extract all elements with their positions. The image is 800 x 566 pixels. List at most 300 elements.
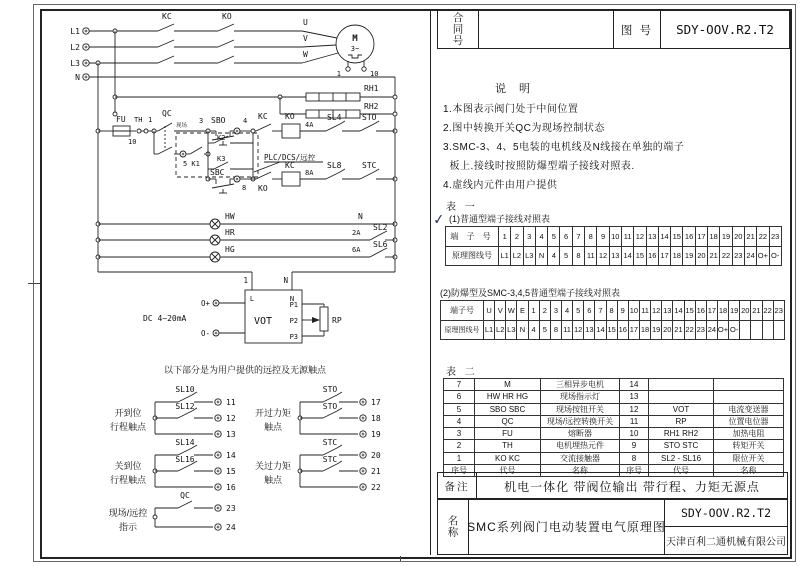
table-cell: 位置电位器 [713,416,783,427]
k2-contact-label: K2 [217,134,226,142]
note-item: 2.图中转换开关QC为现场控制状态 [443,123,605,134]
schematic [40,9,430,556]
terminal-cell: 6 [559,227,571,246]
terminal-cell: 18 [707,227,719,246]
wire-number-row [441,320,784,340]
terminal-cell: 8 [572,247,584,266]
terminal-cell: 18 [639,321,650,340]
hr-lamp-label: HR [225,228,235,237]
terminal-number: 24 [226,523,236,532]
table-cell: 3 [456,429,462,439]
sl8-contact-label: SL8 [327,161,342,170]
table-cell: 7 [456,380,462,389]
terminal-cell: 15 [633,247,645,266]
group-label: 触点 [263,422,283,432]
terminal-numbers [484,301,784,320]
rp-label: RP [332,316,342,325]
terminal-cell: 4 [535,227,547,246]
terminal-cell [739,321,750,340]
vot-l-terminal: L [249,295,255,303]
table-row [444,427,783,439]
terminal-cell: 5 [572,301,583,320]
table-cell: 熔断器 [540,428,619,439]
table-cell: 13 [619,391,648,402]
switch-label: SL12 [175,402,195,411]
terminal-cell: 1 [528,301,539,320]
terminal-cell: 18 [670,247,682,266]
terminal-cell: L3 [523,247,535,266]
wire-numbers [484,321,784,340]
table2-label: 表 二 [446,367,478,378]
drawing-no-value: SDY-OOV.R2.T2 [660,11,789,48]
terminal-cell: 6 [583,301,594,320]
terminal-cell: 14 [621,247,633,266]
row-label: 原理图线号 [446,247,499,266]
terminal-number: 11 [226,398,236,407]
motor-symbol [336,25,374,63]
table-cell: 现场/远控转换开关 [540,416,619,427]
contact-group-open-torque [255,385,381,439]
terminal-cell: 20 [695,247,707,266]
vot-p3-terminal: P3 [289,333,298,341]
wire6a-label: 6A [352,246,361,254]
table-cell: RP [648,416,713,427]
terminal-cell: O+ [756,247,768,266]
rh2-label: RH2 [364,102,379,111]
vot-p2-terminal: P2 [289,317,298,325]
table-cell: STO STC [648,440,713,451]
motor-terminal10-label: 10 [370,70,379,78]
wire1-label: 1 [148,116,153,124]
terminal-cell: 23 [695,321,706,340]
terminal-cell: E [516,301,527,320]
terminal-cell: W [505,301,516,320]
phase-v-label: V [303,34,308,43]
terminal-number: 16 [226,483,236,492]
dc-range-label: DC 4~20mA [143,314,187,323]
drawing-title: SMC系列阀门电动装置电气原理图 [469,499,665,554]
table-cell: 电流变送器 [713,404,783,415]
sl6-contact-label: SL6 [373,240,388,249]
wire4a-label: 4A [305,121,314,129]
table-cell: 5 [456,404,462,414]
terminal-cell: 4 [528,321,539,340]
terminal-cell: U [486,305,492,315]
terminal-number: 21 [371,467,381,476]
terminal-cell: 7 [594,301,605,320]
drawing-no-label: 图 号 [613,11,660,48]
vot-n-terminal: N [289,295,295,303]
vot-p1-terminal: P1 [289,301,298,309]
table-cell: 交流接触器 [540,453,619,464]
terminal-cell: L2 [510,247,522,266]
table-cell: 现场指示灯 [540,391,619,402]
terminal-cell: 8 [550,321,561,340]
ko-contact-label: KO [222,12,232,21]
table-row [444,379,783,390]
terminal-cell: L2 [494,321,505,340]
terminal-cell: N [516,321,527,340]
table-cell: RH1 RH2 [648,428,713,439]
terminal-cell: 5 [547,227,559,246]
wiren-vot-label: N [283,276,288,285]
table-row [444,439,783,451]
terminal-number: 15 [226,467,236,476]
table-cell: 9 [619,440,648,451]
wire-numbers [499,247,781,266]
group-label: 触点 [263,475,283,485]
edge-tick-bottom [400,556,401,561]
output-plus-label: O+ [200,299,210,308]
kc-contact-label: KC [162,12,172,21]
table-row [444,452,783,464]
terminal-numbers [499,227,781,246]
terminal-cell: 19 [650,321,661,340]
sl2-contact-label: SL2 [373,223,388,232]
table-cell: 4 [456,416,462,426]
contact-group-close-travel [110,438,236,492]
table1a-caption: (1)普通型端子接线对照表 [449,214,551,224]
power-section [70,12,395,82]
terminal-cell: L1 [500,251,509,261]
table-cell [713,379,783,390]
switch-label: SL14 [175,438,195,447]
kc-aux-label: KC [258,112,268,121]
terminal-cell: 20 [661,321,672,340]
switch-label: STO [322,402,338,411]
terminal-cell [762,321,773,340]
motor-phase-label: 3~ [350,45,360,53]
terminal-cell: 2 [510,227,522,246]
terminal-number-row [446,227,781,246]
table-cell: TH [474,440,540,451]
group-label: 指示 [118,522,138,532]
terminal-cell: 15 [684,301,695,320]
switch-label: QC [180,491,190,500]
group-label: 现场/远控 [108,508,148,518]
terminal-cell: V [494,301,505,320]
table-cell: HW HR HG [474,391,540,402]
terminal-number: 12 [226,414,236,423]
terminal-cell: 12 [633,227,645,246]
note-item: 3.SMC-3、4、5电装的电机线及N线接在单独的端子 [443,142,685,153]
table-cell: 2 [456,441,462,451]
edge-tick-left [28,283,40,284]
table-cell: 1 [456,453,462,463]
table-cell: 14 [619,379,648,390]
hg-lamp-label: HG [225,245,235,254]
neutral-label: N [75,73,80,82]
table-cell: 序号 [451,466,467,476]
row-label: 原理图线号 [441,321,484,340]
row-label: 端子号 [441,301,484,320]
terminal-cell: 22 [756,227,768,246]
terminal-cell: 4 [547,247,559,266]
terminal-cell: O- [769,247,781,266]
terminal-cell: 11 [561,321,572,340]
name-label: 名称 [438,499,469,554]
terminal-table-normal [445,226,782,266]
table1-label: 表 一 [446,202,478,213]
phase-l2-label: L2 [70,43,80,52]
kc-coil-label: KC [285,161,295,170]
terminal-cell: 16 [695,301,706,320]
wire10-label: 10 [128,138,137,146]
terminal-cell: L3 [505,321,516,340]
terminal-cell [773,321,784,340]
terminal-cell: 23 [732,247,744,266]
terminal-cell: 11 [621,227,633,246]
table-cell [648,379,713,390]
phase-u-label: U [303,18,308,27]
table-cell: SL2 - SL16 [648,453,713,464]
table-cell: 名称 [713,465,783,476]
terminal-cell: 21 [744,227,756,246]
terminal-cell: 12 [572,321,583,340]
table-cell: 12 [619,404,648,415]
table-cell: M [474,379,540,390]
table-cell: 现场按钮开关 [540,404,619,415]
terminal-cell: 21 [672,321,683,340]
table-cell: 电机埋热元件 [540,440,619,451]
table-cell: VOT [648,404,713,415]
terminal-number: 22 [371,483,381,492]
switch-label: STO [322,385,338,394]
terminal-cell: 21 [707,247,719,266]
terminal-cell: 8 [584,227,596,246]
terminal-cell: 13 [609,247,621,266]
terminal-cell: 14 [594,321,605,340]
group-label: 开到位 [114,408,142,418]
rh1-label: RH1 [364,84,379,93]
table-cell: 加热电阻 [713,428,783,439]
terminal-cell: O- [728,321,739,340]
output-minus-label: O- [200,329,210,338]
lamp-section [98,212,395,262]
terminal-cell: 19 [682,247,694,266]
contract-no-value [478,11,613,48]
terminal-number: 17 [371,398,381,407]
terminal-cell: 7 [572,227,584,246]
terminal-cell: 10 [609,227,621,246]
table-row [444,390,783,402]
rp-potentiometer [320,307,328,331]
table-cell: SBO SBC [474,404,540,415]
terminal-cell: 24 [706,321,717,340]
company-name: 天津百利二通机械有限公司 [666,537,786,548]
component-table [443,378,784,477]
contact-group-close-torque [255,438,381,492]
table-cell: QC [474,416,540,427]
panel-divider [430,9,431,555]
table-cell: FU [474,428,540,439]
terminal-cell: 19 [719,227,731,246]
stc-contact-label: STC [362,161,377,170]
vot-label: VOT [253,316,273,327]
terminal-number: 19 [371,430,381,439]
note-item: 4.虚线内元件由用户提供 [443,180,558,191]
terminal-cell: 19 [728,301,739,320]
terminal-cell: 5 [559,247,571,266]
phase-l3-label: L3 [70,59,80,68]
wire1-vot-label: 1 [243,276,248,285]
table-row [444,415,783,427]
terminal-cell: 21 [750,301,761,320]
wire3-label: 3 [199,117,204,125]
qc-switch-label: QC [162,109,172,118]
terminal-cell: 24 [744,247,756,266]
name-box [437,498,788,555]
group-label: 行程触点 [109,422,147,432]
remark-label: 备注 [438,473,477,499]
terminal-cell: 9 [596,227,608,246]
terminal-cell: 17 [628,321,639,340]
terminal-cell: 8 [606,301,617,320]
terminal-cell: 15 [670,227,682,246]
terminal-cell: 22 [762,301,773,320]
table-cell: 11 [619,416,648,427]
row-label: 端 子 号 [446,227,499,246]
terminal-cell: N [535,247,547,266]
terminal-cell: 18 [717,301,728,320]
fuse-label: FU [116,115,126,124]
switch-label: STC [322,455,338,464]
terminal-cell: 5 [539,321,550,340]
wire-number-row [446,246,781,266]
sbc-button-label: SBC [210,168,225,177]
terminal-cell: 17 [658,247,670,266]
sl4-contact-label: SL4 [327,113,342,122]
contact-group-open-travel [110,385,236,439]
terminal-cell: 13 [583,321,594,340]
terminal-cell: 22 [719,247,731,266]
terminal-cell: 4 [561,301,572,320]
terminal-cell: 9 [617,301,628,320]
terminal-number: 18 [371,414,381,423]
terminal-number: 23 [226,504,236,513]
terminal-cell: 2 [539,301,550,320]
terminal-cell: 12 [596,247,608,266]
group-label: 开过力矩 [254,408,292,418]
terminal-cell: 10 [628,301,639,320]
table-row [444,403,783,415]
terminal-cell: 16 [646,247,658,266]
terminal-number: 14 [226,451,236,460]
wire8-label: 8 [242,184,247,192]
terminal-cell: 11 [584,247,596,266]
terminal-cell [750,321,761,340]
terminal-cell: 3 [550,301,561,320]
contact-group-local-remote [109,491,236,532]
terminal-cell: 1 [502,231,507,241]
note-item: 1.本图表示阀门处于中间位置 [443,104,579,115]
title-strip [437,10,790,49]
k1-contact-label: 5 K1 [183,160,200,168]
terminal-cell: O+ [717,321,728,340]
terminal-cell: 23 [773,301,784,320]
terminal-number-row [441,301,784,320]
remark-box [437,472,788,500]
table-cell: 代号 [648,465,713,476]
terminal-table-exproof [440,300,785,340]
terminal-cell: 3 [523,227,535,246]
sto-contact-label: STO [362,113,377,122]
phase-w-label: W [303,50,308,59]
terminal-cell: 14 [672,301,683,320]
table-cell: 转矩开关 [713,440,783,451]
hw-lamp-label: HW [225,212,235,221]
terminal-number: 20 [371,451,381,460]
switch-label: STC [322,438,338,447]
terminal-cell: 17 [695,227,707,246]
terminal-cell: 13 [646,227,658,246]
thermal-label: TH [134,116,143,124]
terminal-cell: 17 [706,301,717,320]
control-section [98,109,395,193]
switch-label: SL10 [175,385,195,394]
user-section-note: 以下部分是为用户提供的远控及无源触点 [163,365,327,375]
terminal-cell: 23 [769,227,781,246]
table-cell: 三相异步电机 [540,379,619,390]
ko-aux-label: KO [258,184,268,193]
field-mode-label: 现场 [176,123,188,129]
motor-m-label: M [352,34,358,44]
terminal-cell: 20 [739,301,750,320]
ko-coil-label: KO [285,112,295,121]
group-label: 关到位 [114,461,142,471]
k3-contact-label: K3 [217,155,226,163]
table-cell [713,391,783,402]
terminal-cell: 16 [682,227,694,246]
terminal-cell: 14 [658,227,670,246]
checkmark: ✓ [432,210,446,228]
table-cell: 6 [456,392,462,402]
terminal-cell: 12 [650,301,661,320]
group-label: 关过力矩 [254,461,292,471]
table-cell: 代号 [474,465,540,476]
vot-section [98,272,395,343]
table-cell: 限位开关 [713,453,783,464]
table1b-caption: (2)防爆型及SMC-3,4,5普通型端子接线对照表 [440,288,621,298]
note-item: 板上.接线时按照防爆型端子接线对照表. [443,161,635,172]
sbo-button-label: SBO [211,116,226,125]
terminal-cell: 13 [661,301,672,320]
n-wire-label: N [358,212,363,221]
motor-terminal1-label: 1 [336,70,341,78]
group-label: 行程触点 [109,475,147,485]
table-cell: 名称 [540,465,619,476]
terminal-cell: 15 [606,321,617,340]
table-cell: 10 [619,428,648,439]
remark-value: 机电一体化 带阀位输出 带行程、力矩无源点 [504,479,760,494]
terminal-cell: 11 [639,301,650,320]
wire2a-label: 2A [352,229,361,237]
table-cell: 序号 [619,465,648,476]
terminal-cell: L1 [484,325,494,335]
table-cell: 8 [619,453,648,464]
terminal-cell: 16 [617,321,628,340]
phase-l1-label: L1 [70,27,80,36]
contract-no-label: 合同号 [451,12,464,47]
notes-title: 说 明 [495,83,536,95]
terminal-cell: 20 [732,227,744,246]
table-cell: KO KC [474,453,540,464]
plc-dcs-label: PLC/DCS/远控 [264,153,316,162]
wire4-label: 4 [243,117,248,125]
terminal-cell: 22 [684,321,695,340]
terminal-number: 13 [226,430,236,439]
wire8a-label: 8A [305,169,314,177]
